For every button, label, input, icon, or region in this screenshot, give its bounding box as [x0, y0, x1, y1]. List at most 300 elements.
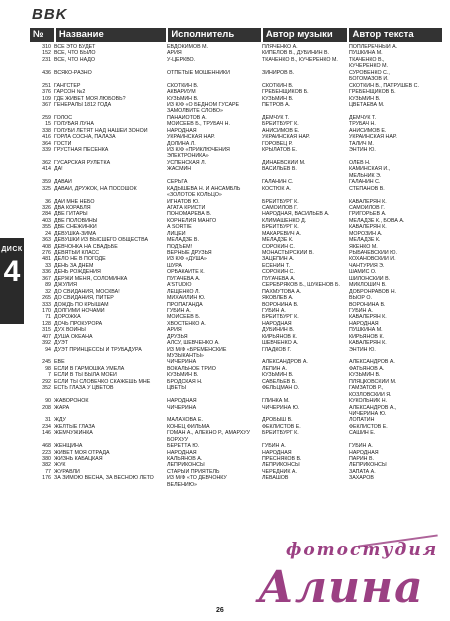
song-music-author: УКРАИНСКАЯ НАР.	[262, 134, 310, 141]
song-music-author: ДУБИНИН В.	[262, 327, 295, 334]
song-number: 325	[42, 185, 51, 192]
song-music-author: ПЕТРОВ А.	[262, 101, 291, 108]
song-lyrics-author: ЭНТИН Ю.	[349, 346, 376, 353]
song-number: 89	[45, 282, 51, 289]
song-number: 284	[42, 211, 51, 218]
song-lyrics-author: МОРОЗИН А.	[349, 230, 383, 237]
song-number: 333	[42, 301, 51, 308]
song-artist: ВОКАЛЬНОЕ ТРИО	[167, 365, 216, 372]
song-number: 71	[45, 314, 51, 321]
song-number: 128	[42, 320, 51, 327]
song-music-author: БРЕЙТБУРГ К.	[262, 314, 299, 321]
song-lyrics-author: САШИН Е.	[349, 430, 376, 437]
song-title	[54, 482, 167, 488]
song-music-author: ПЛЯЧЕНКО А.	[262, 44, 298, 50]
song-music-author: ГУБИН А.	[262, 443, 286, 450]
disc-side-tab	[0, 238, 24, 324]
song-title: ЕСЛИ В ГАРМОШКА УМЕЛА	[54, 365, 125, 372]
song-title: ЕСЛИ В ТЫ БЫЛА МОЕЙ	[54, 372, 117, 379]
song-number: 336	[42, 269, 51, 276]
song-number: 359	[42, 179, 51, 186]
song-music-author: БРЕЙТБУРГ К.	[262, 121, 299, 128]
song-title: ГАРСОН №2	[54, 89, 86, 96]
song-artist: ВЕЛЕНИЮ»	[167, 481, 198, 488]
song-music-author: КЛИМАШЕНКО Д.	[262, 217, 307, 224]
song-number: 338	[42, 127, 51, 134]
page-number: 26	[216, 607, 224, 614]
song-lyrics-author: ФАТЬЯНОВ А.	[349, 365, 385, 372]
song-number: 292	[42, 378, 51, 385]
song-title: ДВЕ СНЕЖИНКИ	[54, 224, 97, 231]
song-artist: КОРНЕЛИЯ МАНГО	[167, 217, 217, 224]
song-lyrics-author: ФЕКЛИСТОВ Е.	[349, 423, 388, 430]
song-title: ДА!	[54, 166, 63, 173]
song-number: 245	[42, 359, 51, 366]
song-title: ДЕЛО НЕ В ПОГОДЕ	[54, 256, 106, 263]
song-music-author	[262, 482, 349, 488]
song-artist: ВЕРНЫЕ ДРУЗЬЯ	[167, 250, 212, 256]
song-artist: МАЛАХОВА Е.	[167, 417, 203, 424]
song-lyrics-author: ТКАЧЕНКО В.,	[349, 56, 385, 63]
song-lyrics-author: КОЗЛОВСКИЙ Я.	[349, 391, 392, 398]
song-lyrics-author: КУЗЬМИН В.	[349, 95, 381, 102]
song-music-author: НАРОДНАЯ	[262, 449, 292, 456]
song-number: 36	[45, 198, 51, 205]
song-lyrics-author: АНИСИМОВ Е.	[349, 127, 387, 134]
song-artist: АГАТА КРИСТИ	[167, 204, 206, 211]
song-number	[30, 482, 54, 488]
song-number: 436	[42, 69, 51, 76]
song-lyrics-author: МЕЛАДЗЕ К.	[349, 237, 381, 244]
song-artist: БОРХУУ	[167, 436, 189, 443]
song-music-author: ВОРОНИНА В.	[262, 301, 299, 308]
song-lyrics-author: ЛОПАТИН	[349, 417, 375, 424]
song-lyrics-author: ПАРИН В.	[349, 456, 374, 462]
song-title: ДОЛГИМИ НОЧАМИ	[54, 307, 105, 314]
song-number: 31	[45, 417, 51, 424]
song-artist: ГУБИН А.	[167, 307, 191, 314]
song-title: ЖЕНЩИНА	[54, 443, 83, 450]
song-title: ГОСТИ	[54, 140, 72, 147]
song-title: ЖЕМЧУЖИНКА	[54, 430, 93, 437]
song-lyrics-author: ПУШКИНА М.	[349, 327, 383, 334]
song-music-author: ЛЕПРИКОНСЫ	[262, 462, 300, 469]
song-artist: ХВОСТЕНКО А.	[167, 320, 206, 327]
song-artist: ЕВДОКИМОВ М.	[167, 44, 208, 50]
song-lyrics-author: МЕЛЬНИК Э.	[349, 172, 382, 179]
song-music-author: КОСТЮК А.	[262, 185, 291, 192]
song-number: 355	[42, 224, 51, 231]
song-lyrics-author: АЛЕКСАНДРОВ А.	[349, 359, 395, 366]
song-title: ВСЕ, ЧТО БЫЛО	[54, 50, 96, 57]
song-music-author: ГЛАДКОВ Г.	[262, 346, 292, 353]
song-lyrics-author: НАРОДНАЯ	[349, 449, 379, 456]
song-lyrics-author: ГУБИН А.	[349, 443, 373, 450]
song-number: 310	[42, 44, 51, 50]
song-lyrics-author: ШИЛОНСКИЙ В.	[349, 275, 391, 282]
song-title: ЕВЕ	[54, 359, 65, 366]
song-artist: ИЗ К/Ф «ДУША»	[167, 256, 207, 263]
song-artist: МОИСЕЕВ Б.	[167, 314, 201, 321]
song-number: 339	[42, 147, 51, 153]
song-lyrics-author: ТРУБАЧ Н.	[349, 121, 376, 128]
song-music-author: КУЗЬМИН В.	[262, 372, 294, 379]
song-music-author: ГОРОВЕЦ Р.	[262, 140, 293, 147]
song-title: ГУСАРСКАЯ РУЛЕТКА	[54, 159, 111, 166]
song-number: 408	[42, 243, 51, 250]
song-music-author: ГУБИН А.	[262, 307, 286, 314]
song-lyrics-author: ГРЕБЕНЩИКОВ Б.	[349, 89, 396, 96]
song-title: ДЕВЧОНКА НА СВАДЬБЕ	[54, 243, 118, 250]
song-lyrics-author: КОХАНОВСКИЙ И.	[349, 256, 396, 263]
song-lyrics-author: ГУБИН А.	[349, 307, 373, 314]
song-title: ДЕВЯТЫЙ КЛАСС	[54, 250, 100, 256]
song-music-author: ГЛИНКА М.	[262, 398, 290, 405]
song-lyrics-author: СТЕПАНОВ В.	[349, 185, 385, 192]
song-number: 407	[42, 333, 51, 340]
song-artist: ЛЕЩЕНКО Л.	[167, 288, 200, 295]
table-row	[30, 482, 442, 488]
song-music-author: СОРОКИН С.	[262, 269, 295, 276]
song-music-author: САВЕЛЬЕВ Б.	[262, 378, 297, 385]
song-title: ГАНГСТЕР	[54, 82, 81, 89]
song-title: ГДЕ ЖИВЕТ МОЯ ЛЮБОВЬ?	[54, 95, 126, 102]
song-artist: ИЗ К/Ф «ПРИКЛЮЧЕНИЯ	[167, 147, 230, 153]
song-music-author: СЕРЕБРЯКОВ Б., ШУКЕНОВ Б.	[262, 282, 340, 289]
song-title: ЖАРА	[54, 404, 70, 411]
song-table	[30, 44, 442, 488]
song-title: ЕСЛИ ТЫ СЛОВЕЧКО СКАЖЕШЬ МНЕ	[54, 378, 151, 385]
song-artist: АЛСУ, ШЕВЧЕНКО А.	[167, 340, 220, 347]
song-lyrics-author: АЛЕКСАНДРОВ А.,	[349, 404, 397, 411]
song-artist: ПОНОМАРЕВА В.	[167, 211, 212, 218]
song-artist: ИГНАТОВ Ю.	[167, 198, 200, 205]
song-number: 7	[48, 372, 51, 379]
song-lyrics-author: ЯКЕНКО М.	[349, 243, 378, 250]
song-artist: ЭЛЕКТРОНИКА»	[167, 153, 209, 160]
song-music-author: НАРОДНАЯ	[262, 320, 292, 327]
song-music-author: АЛЕКСАНДРОВ А.	[262, 359, 308, 366]
song-lyrics-author: КАВАЛЕРЯН К.	[349, 198, 387, 205]
song-artist: ЦВЕТЫ	[167, 385, 186, 392]
song-lyrics-author: ГРИГОРЬЕВ А.	[349, 211, 387, 218]
song-artist: НАРОДНАЯ	[167, 127, 197, 134]
song-title: ДОРОЖКА	[54, 314, 81, 321]
song-music-author: КИРЬЯНОВ К.	[262, 333, 297, 340]
song-title: ДАВАЙ, ДРУЖОК, НА ПОСОШОК	[54, 185, 137, 192]
song-number: 380	[42, 456, 51, 462]
song-music-author: ПАХМУТОВА А.	[262, 288, 302, 295]
song-artist: ЗАМОЛВИТЕ СЛОВО»	[167, 108, 223, 115]
song-title: ДЕВУШКИ ИЗ ВЫСШЕГО ОБЩЕСТВА	[54, 237, 149, 244]
song-title: ВСЕ, ЧТО НАДО	[54, 56, 96, 63]
song-title: ГОЛОС	[54, 114, 73, 121]
song-artist: ОТПЕТЫЕ МОШЕННИКИ	[167, 69, 230, 76]
song-music-author: ГАЛАНИН С.	[262, 179, 294, 186]
song-music-author: ЧИЧЕРИНА Ю.	[262, 404, 300, 411]
song-artist: У-ЦЕРКВО.	[167, 56, 196, 63]
song-artist: ГОМАН А., АЛЕКНО Р., АМАРХУУ	[167, 430, 251, 437]
song-music-author: СКОТКИН В.	[262, 82, 294, 89]
song-lyrics-author: ДЕМЧУК Т.	[349, 114, 377, 121]
song-number: 326	[42, 204, 51, 211]
song-lyrics-author: КАВАЛЕРЯН К.	[349, 340, 387, 347]
song-lyrics-author: НАРОДНАЯ	[349, 320, 379, 327]
song-music-author: ДЕМЧУК Т.	[262, 114, 290, 121]
song-artist: ИЗ К/Ф «О БЕДНОМ ГУСАРЕ	[167, 101, 240, 108]
song-artist: А SORTIE	[167, 224, 192, 231]
song-number: 376	[42, 89, 51, 96]
header-lyrics: Автор текста	[349, 28, 442, 42]
song-lyrics-author: КАВАЛЕРЯН К.	[349, 314, 387, 321]
song-artist: A'STUDIO	[167, 282, 192, 289]
song-music-author: ПУГАЧЕВА А.	[262, 275, 296, 282]
song-number: 176	[42, 475, 51, 482]
song-artist: БРОДСКАЯ Н.	[167, 378, 203, 385]
song-number: 90	[45, 398, 51, 405]
song-music-author: ГРЕБЕНЩИКОВ Б.	[262, 89, 309, 96]
song-artist: ДРУЗЬЯ	[167, 333, 188, 340]
song-music-author: ТКАЧЕНКО В., КУЧЕРЕНКО М.	[262, 56, 338, 63]
song-lyrics-author: КУЗЬМИН В.	[349, 372, 381, 379]
song-lyrics-author: БОГОМАЗОВ И.	[349, 76, 389, 83]
song-lyrics-author: СУРОВЕНКО С.,	[349, 69, 390, 76]
song-music-author: ЛЕПИН А.	[262, 365, 287, 372]
song-artist: ПРОПАГАНДА	[167, 301, 203, 308]
song-lyrics-author: РЫБАЧЕВСКИЙ Ю.	[349, 250, 397, 256]
watermark-name: Алина	[258, 562, 424, 613]
song-number: 382	[42, 462, 51, 469]
song-music-author: ЗАЦЕПИН А.	[262, 256, 295, 263]
song-artist: УКРАИНСКАЯ НАР.	[167, 134, 215, 141]
song-title: ДАВАЙ	[54, 179, 72, 186]
song-number: 403	[42, 217, 51, 224]
song-lyrics-author: ЧАНТУРИЯ Э.	[349, 262, 385, 269]
song-music-author: БРЕЙТБУРГ К.	[262, 198, 299, 205]
song-title: ЖУРАВЛИ	[54, 468, 80, 475]
song-lyrics-author: КУЧЕРЕНКО М.	[349, 63, 388, 70]
song-lyrics-author: ВЫОР О.	[349, 295, 372, 302]
song-music-author: КУЗЬМИН В.	[262, 95, 294, 102]
song-lyrics-author: ЧИЧЕРИНА Ю.	[349, 410, 387, 417]
song-artist: КОНЕЦ ФИЛЬМА	[167, 423, 210, 430]
song-artist: ЧИЧЕРИНА	[167, 404, 197, 411]
song-artist: ЖАСМИН	[167, 166, 192, 173]
song-lyrics-author	[349, 482, 442, 488]
song-music-author: ПРЕСНЯКОВ В.	[262, 456, 302, 462]
song-title: ДЕРЖИ МЕНЯ, СОЛОМИНКА	[54, 275, 128, 282]
song-number: 33	[45, 262, 51, 269]
song-artist: АКВАРИУМ	[167, 89, 196, 96]
song-artist: МУЗЫКАНТЫ»	[167, 353, 204, 359]
song-lyrics-author: ЦВЕТАЕВА М.	[349, 101, 385, 108]
song-title: ГРУСТНАЯ ПЕСЕНКА	[54, 147, 109, 153]
song-lyrics-author: ЛЕПРИКОНСЫ	[349, 462, 387, 469]
song-artist: ПАНАЙОТОВ А.	[167, 114, 207, 121]
song-title: ЖДУ	[54, 417, 66, 424]
song-title: ДВЕ ГИТАРЫ	[54, 211, 88, 218]
song-number: 468	[42, 443, 51, 450]
bbk-logo: BBK	[32, 6, 68, 23]
song-title: ДУЭТ ПРИНЦЕССЫ И ТРУБАДУРА	[54, 346, 142, 353]
song-artist: МИХАЙЛИН Ю.	[167, 295, 206, 302]
song-lyrics-author: ЗАХАРОВ	[349, 475, 374, 482]
song-artist: СТАРЫЙ ПРИЯТЕЛЬ	[167, 468, 220, 475]
song-lyrics-author: ЭНТИН Ю.	[349, 147, 376, 153]
song-lyrics-author: КИРЬЯНОВ К.	[349, 333, 384, 340]
song-title: ДЕНЬ ЗА ДНЕМ	[54, 262, 94, 269]
song-music-author: ДИНАЕВСКИЙ М.	[262, 159, 306, 166]
song-title: ЖАВОРОНОК	[54, 398, 89, 405]
song-number: 109	[42, 95, 51, 102]
song-artist: НАРОДНАЯ	[167, 449, 197, 456]
song-lyrics-author: ГАМЗАТОВ Р.,	[349, 385, 384, 392]
song-title: ГЕНЕРАЛЫ 1812 ГОДА	[54, 101, 112, 108]
song-number: 414	[42, 166, 51, 173]
song-number: 223	[42, 449, 51, 456]
song-title: ДУША ОКЕАНА	[54, 333, 93, 340]
song-artist: ОРБАКАЙТЕ К.	[167, 269, 205, 276]
song-number: 276	[42, 250, 51, 256]
song-title: ЖИВЕТ МОЯ ОТРАДА	[54, 449, 110, 456]
song-artist: АРИЯ	[167, 50, 182, 57]
song-music-author: ЕСЕНИН Т.	[262, 262, 290, 269]
song-music-author: ФЕЛЬЦМАН О.	[262, 385, 300, 392]
song-artist: ШУРА	[167, 262, 182, 269]
song-number: 259	[42, 114, 51, 121]
song-lyrics-author: КАМИНСКАЯ И.,	[349, 166, 391, 173]
song-lyrics-author: ТАЛИЧ М.	[349, 140, 374, 147]
song-artist: ИЗ М/Ф «ТО ДЕВЧОНКУ	[167, 475, 227, 482]
song-number: 364	[42, 140, 51, 147]
song-number: 481	[42, 256, 51, 263]
song-music-author: ВАСИЛЬЕВ В.	[262, 166, 297, 173]
song-artist: ДОЛИНА Л.	[167, 140, 196, 147]
song-title: ДО СВИДАНИЯ, ПИТЕР	[54, 295, 114, 302]
song-music-author: КИПЕЛОВ В., ДУБИНИН В.	[262, 50, 330, 57]
song-artist: ЛИЦЕЙ	[167, 230, 186, 237]
table-header	[30, 28, 442, 42]
song-artist: КУЗЬМИН В.	[167, 95, 199, 102]
song-number: 416	[42, 134, 51, 141]
song-artist: БЕРЕТТА Ю.	[167, 443, 200, 450]
song-music-author: СОРОКИН С.	[262, 243, 295, 250]
song-artist: «ЗОЛОТОЕ КОЛЬЦО»	[167, 192, 222, 199]
song-music-author: ЛЕВАШОВ	[262, 475, 289, 482]
song-artist: УСПЕНСКАЯ Л.	[167, 159, 207, 166]
header-artist: Исполнитель	[168, 28, 261, 42]
song-lyrics-author: КАВАЛЕРЯН К.	[349, 224, 387, 231]
song-title: ГОРЛА СОСНА, ПАЛАЗА	[54, 134, 116, 141]
song-title: ЕСТЬ ГЛАЗА У ЦВЕТОВ	[54, 385, 114, 392]
song-artist: ИЗ М/Ф «БРЕМЕНСКИЕ	[167, 346, 227, 353]
song-title: ДУХ ВОЙНЫ	[54, 327, 86, 334]
song-music-author: НАРОДНАЯ, ВАСИЛЬЕВ А.	[262, 211, 330, 218]
song-artist: ПУГАЧЕВА А.	[167, 275, 201, 282]
song-music-author: ДРОБЫШ В.	[262, 417, 293, 424]
song-number: 231	[42, 56, 51, 63]
watermark-studio: фотостудия	[286, 540, 439, 560]
song-artist: ЛЕПРИКОНСЫ	[167, 462, 205, 469]
song-number: 352	[42, 385, 51, 392]
song-title: ДО СВИДАНИЯ, МОСКВА!	[54, 288, 120, 295]
song-title: ЖИЗНЬ КАБАЦКАЯ	[54, 456, 103, 462]
song-music-author: ЗИНИРОВ В.	[262, 69, 295, 76]
song-music-author: КРЫЛАТОВ Е.	[262, 147, 298, 153]
song-title: ВСЕ ЭТО БУДЕТ	[54, 44, 96, 50]
song-title: ДОЧЬ ПРОКУРОРА	[54, 320, 103, 327]
song-number: 234	[42, 423, 51, 430]
song-number: 170	[42, 307, 51, 314]
song-lyrics-author: МИКЛОШИЧ В.	[349, 282, 387, 289]
song-artist: СЕРЬГА	[167, 179, 188, 186]
song-lyrics-author: ГАЛАНИН С.	[349, 179, 381, 186]
song-number: 315	[42, 327, 51, 334]
song-music-author: ФЕКЛИСТОВ Е.	[262, 423, 301, 430]
song-artist: МЕЛАДЗЕ В.	[167, 237, 199, 244]
song-number: 367	[42, 275, 51, 282]
song-music-author: АНИСИМОВ Е.	[262, 127, 300, 134]
song-music-author: МАКАРЕВИЧ А.	[262, 230, 301, 237]
song-title: ДУЭТ	[54, 340, 68, 347]
song-music-author: ЧЕРЕДНИК А.	[262, 468, 297, 475]
song-number: 15	[45, 121, 51, 128]
song-lyrics-author: ВОРОНИНА В.	[349, 301, 386, 308]
song-number: 208	[42, 404, 51, 411]
song-title: ЗА ЗИМОЮ ВЕСНА, ЗА ВЕСНОЮ ЛЕТО	[54, 475, 154, 482]
song-number: 363	[42, 237, 51, 244]
song-title: ДЕВУШКА-ЗИМА	[54, 230, 97, 237]
song-music-author: ШЕВЧЕНКО А.	[262, 340, 299, 347]
song-title: ДОЖДЬ ПО КРЫШАМ	[54, 301, 109, 308]
song-lyrics-author: ПУШКИНА М.	[349, 50, 383, 57]
song-title: ДЕНЬ РОЖДЕНИЯ	[54, 269, 101, 276]
song-lyrics-author: СКОТКИН В., ПАТРУШЕВ С.	[349, 82, 419, 89]
song-music-author: БРЕЙТБУРГ К.	[262, 224, 299, 231]
song-lyrics-author: ПЛЯЦКОВСКИЙ М.	[349, 378, 397, 385]
song-music-author: МЕЛАДЗЕ К.	[262, 237, 294, 244]
song-artist: СКОТКИН В.	[167, 82, 199, 89]
song-lyrics-author: САМОЙЛОВ Г.	[349, 204, 385, 211]
song-title: ГОЛУБАЯ ЛУНА	[54, 121, 94, 128]
header-music: Автор музыки	[263, 28, 348, 42]
song-title: ДАЙ МНЕ НЕБО	[54, 198, 95, 205]
song-title: ДВА КОРАБЛЯ	[54, 204, 91, 211]
song-number: 77	[45, 468, 51, 475]
song-number: 251	[42, 82, 51, 89]
song-music-author: ЯКОВЛЕВ А.	[262, 295, 294, 302]
header-num: №	[30, 28, 54, 42]
song-number: 152	[42, 50, 51, 57]
song-title: ЖЕЛТЫЕ ГЛАЗА	[54, 423, 96, 430]
song-lyrics-author: КУКОЛЬНИК Н.	[349, 398, 388, 405]
song-lyrics-author: ШАМИС О.	[349, 269, 377, 276]
song-artist: НАРОДНАЯ	[167, 398, 197, 405]
song-music-author: БРЕЙТБУРГ К.	[262, 430, 299, 437]
song-title: ЖУК	[54, 462, 66, 469]
song-artist: КАДЫШЕВА Н. И АНСАМБЛЬ	[167, 185, 241, 192]
disc-number: 4	[3, 255, 21, 288]
song-artist: КАЛЬЯНОВ А.	[167, 456, 203, 462]
song-lyrics-author: ОЛЕВ Н.	[349, 159, 371, 166]
song-lyrics-author: ДОБРОНРАВОВ Н.	[349, 288, 397, 295]
disc-label: ДИСК	[1, 246, 23, 253]
header-title: Название	[56, 28, 166, 42]
song-number: 98	[45, 365, 51, 372]
song-title: ГОЛУБИ ЛЕТЯТ НАД НАШЕЙ ЗОНОЙ	[54, 127, 148, 134]
song-number: 146	[42, 430, 51, 437]
song-artist: АРИЯ	[167, 327, 182, 334]
